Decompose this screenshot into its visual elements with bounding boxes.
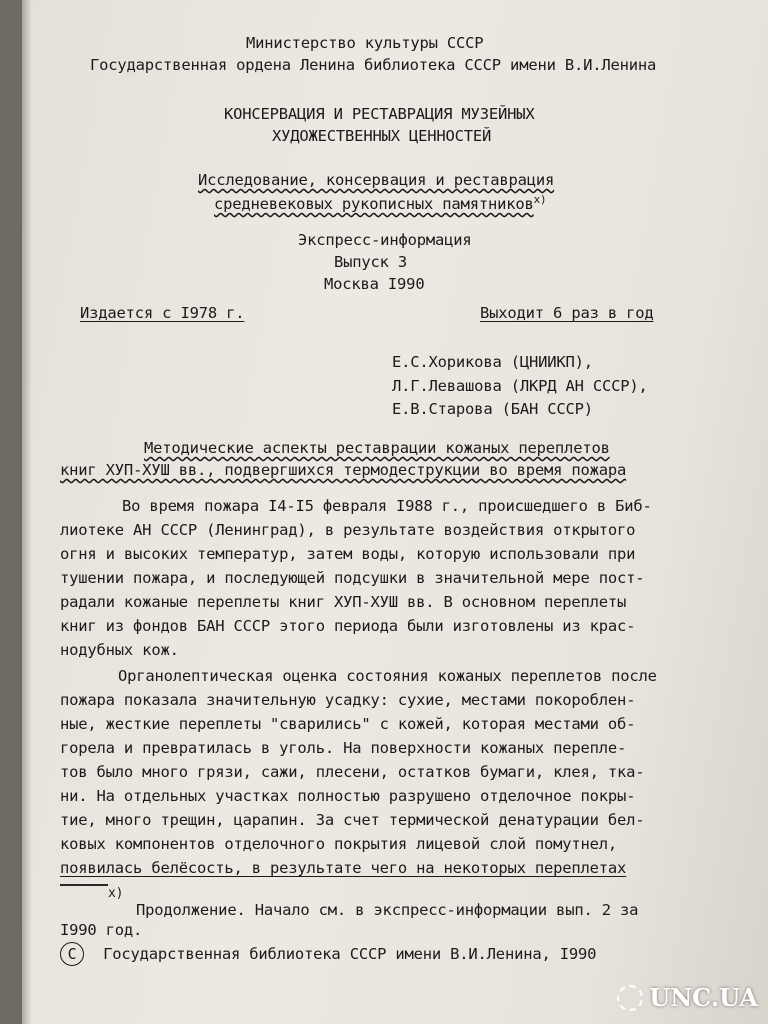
watermark-text: UNC.UA <box>649 983 758 1012</box>
library-header: Государственная ордена Ленина библиотека СССР имени В.И.Ленина <box>90 56 657 74</box>
publication-since: Издается с I978 г. <box>80 304 245 322</box>
article-title-line-2: книг ХУП-ХУШ вв., подвергшихся термодеструкции во время пожара <box>60 461 627 479</box>
subseries-line-2: средневековых рукописных памятников <box>214 195 534 214</box>
body-line-3: огня и высоких температур, затем воды, которую использовали при <box>60 545 636 563</box>
body-line-8: Органолептическая оценка состояния кожаных переплетов после <box>118 667 657 685</box>
body-line-1: Во время пожара I4-I5 февраля I988 г., происшедшего в Биб- <box>122 497 652 515</box>
body-line-14: тие, много трещин, царапин. За счет термической денатурации бел- <box>60 811 645 829</box>
copyright-line <box>60 942 596 966</box>
body-line-13: ни. На отдельных участках полностью разрушено отделочное покры- <box>60 787 636 805</box>
body-line-11: горела и превратилась в уголь. На поверхности кожаных перепле- <box>60 739 627 757</box>
body-line-12: тов было много грязи, сажи, плесени, остатков бумаги, клея, тка- <box>60 763 645 781</box>
body-line-6: книг из фондов БАН СССР этого периода были изготовлены из крас- <box>60 617 636 635</box>
watermark <box>617 983 758 1012</box>
author-3: Е.В.Старова (БАН СССР) <box>392 400 593 418</box>
issue-place-year: Москва I990 <box>324 275 425 293</box>
subseries-line-1: Исследование, консервация и реставрация <box>198 171 555 189</box>
footnote-rule <box>60 884 108 886</box>
copyright-text: Государственная библиотека СССР имени В.И.Ленина, I990 <box>103 945 597 963</box>
ministry-header: Министерство культуры СССР <box>246 34 484 52</box>
copyright-icon: C <box>60 942 84 966</box>
footnote-marker: x) <box>108 886 124 901</box>
page-edge-shadow <box>22 0 32 1024</box>
document-page <box>22 0 768 1024</box>
body-line-10: ные, жесткие переплеты "сварились" с кожей, которая местами об- <box>60 715 636 733</box>
body-line-15: ковых компонентов отделочного покрытия лицевой слой помутнел, <box>60 835 618 853</box>
footnote-line-1: Продолжение. Начало см. в экспресс-информации вып. 2 за <box>136 901 639 919</box>
author-1: Е.С.Хорикова (ЦНИИКП), <box>392 353 593 371</box>
series-title-line-2: ХУДОЖЕСТВЕННЫХ ЦЕННОСТЕЙ <box>272 127 492 145</box>
sun-logo-icon <box>617 985 643 1011</box>
article-title-line-1: Методические аспекты реставрации кожаных переплетов <box>144 439 610 457</box>
body-line-16: появилась белёсость, в результате чего на некоторых переплетах <box>60 859 627 877</box>
subseries-line-2-wrap <box>214 190 546 214</box>
body-line-2: лиотеке АН СССР (Ленинград), в результате воздействия открытого <box>60 521 636 539</box>
subseries-footnote-marker: x) <box>533 193 547 206</box>
author-2: Л.Г.Левашова (ЛКРД АН СССР), <box>392 377 648 395</box>
body-line-4: тушении пожара, и последующей подсушки в значительной мере пост- <box>60 569 645 587</box>
body-line-7: нодубных кож. <box>60 641 179 659</box>
issue-type: Экспресс-информация <box>298 231 472 249</box>
body-line-5: радали кожаные переплеты книг ХУП-ХУШ вв. В основном переплеты <box>60 593 627 611</box>
series-title-line-1: КОНСЕРВАЦИЯ И РЕСТАВРАЦИЯ МУЗЕЙНЫХ <box>224 105 535 123</box>
footnote-line-2: I990 год. <box>60 921 143 939</box>
body-line-9: пожара показала значительную усадку: сухие, местами покороблен- <box>60 691 636 709</box>
publication-frequency: Выходит 6 раз в год <box>480 304 654 322</box>
issue-number: Выпуск 3 <box>334 253 408 271</box>
